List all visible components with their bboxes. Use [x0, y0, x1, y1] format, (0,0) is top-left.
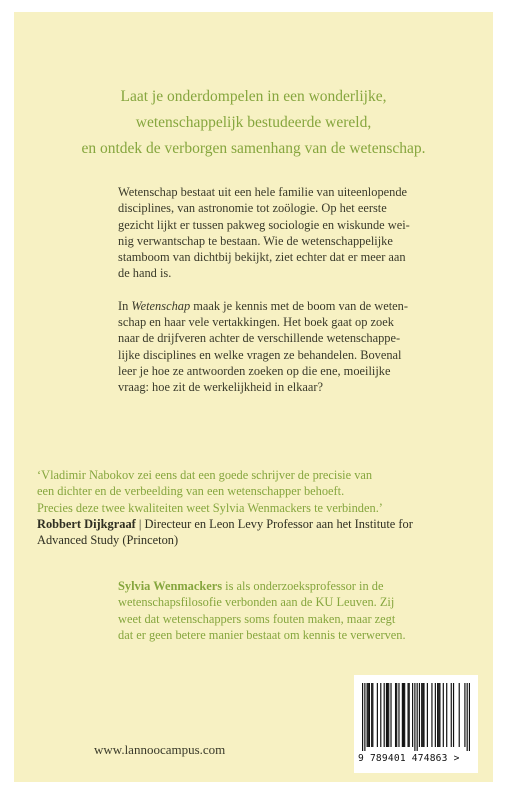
barcode-bar [369, 683, 370, 747]
description-line: lijke disciplines en welke vragen ze behandelen. Bovenal [118, 347, 402, 362]
barcode-bar [380, 683, 381, 747]
barcode-bar [395, 683, 396, 747]
description-line: naar de drijfveren achter de verschillende wetenschappe- [118, 331, 401, 346]
barcode-bar [439, 683, 440, 747]
barcode-bar [398, 683, 399, 747]
barcode-bar [377, 683, 378, 747]
barcode-bar [427, 683, 428, 747]
barcode-bar [396, 683, 397, 747]
barcode-bar [417, 683, 418, 751]
barcode-bar [422, 683, 423, 747]
description-line: vraag: hoe zit de werkelijkheid in elkaar? [118, 380, 324, 395]
author-name: Sylvia Wenmackers [118, 579, 223, 593]
barcode-bar [435, 683, 436, 747]
author-bio-line: dat er geen betere manier bestaat om kennis te verwerven. [118, 627, 406, 642]
description-line: de hand is. [118, 266, 172, 281]
description-paragraph-2 [118, 298, 418, 396]
barcode-bar [414, 683, 415, 751]
barcode-bar [372, 683, 373, 747]
barcode-bar [387, 683, 388, 747]
barcode-bars [362, 683, 470, 751]
isbn-number: 9 789401 474863 > [358, 753, 460, 764]
tagline-line: en ontdek de verborgen samenhang van de wetenschap. [81, 140, 426, 157]
barcode-bar [451, 683, 452, 747]
barcode-bar [438, 683, 439, 747]
description-line: Wetenschap bestaat uit een hele familie van uiteenlopende [118, 185, 408, 199]
barcode-bar [386, 683, 387, 747]
description-line: gezicht lijkt er tussen pakweg sociologie en wiskunde wei- [118, 217, 410, 232]
description-text: In [118, 298, 132, 313]
barcode-bar [390, 683, 391, 747]
description-line: schap en haar vele vertakkingen. Het boek gaat op zoek [118, 315, 394, 330]
description-line: leer je hoe ze antwoorden zoeken op die ene, moeilijke [118, 363, 391, 378]
quote-line: ‘Vladimir Nabokov zei eens dat een goede schrijver de precisie van [37, 468, 373, 482]
book-description [118, 184, 418, 412]
attribution-separator: | [135, 516, 145, 531]
barcode-bar [446, 683, 447, 747]
isbn-barcode [354, 675, 478, 773]
description-line: stamboom van dichtbij bekijkt, ziet echter dat er meer aan [118, 250, 406, 265]
barcode-bar [402, 683, 403, 747]
barcode-bar [367, 683, 368, 747]
barcode-bar [443, 683, 444, 747]
barcode-bar [453, 683, 454, 747]
barcode-bar [368, 683, 369, 747]
book-title-italic: Wetenschap [131, 298, 191, 313]
quote-line: Precies deze twee kwaliteiten weet Sylvia Wenmackers te verbinden.’ [37, 500, 383, 515]
barcode-bar [412, 683, 413, 747]
barcode-bar [469, 683, 470, 751]
quote-line: een dichter en de verbeelding van een wetenschapper behoeft. [37, 484, 345, 499]
attribution-name: Robbert Dijkgraaf [37, 516, 136, 531]
barcode-bar [464, 683, 465, 747]
tagline-line: Laat je onderdompelen in een wonderlijke, [120, 88, 387, 105]
description-line: nig verwantschap te bestaan. Wie de wetenschappelijke [118, 233, 393, 248]
description-paragraph-1 [118, 184, 418, 282]
barcode-bar [421, 683, 422, 747]
barcode-bar [437, 683, 438, 747]
barcode-bar [419, 683, 420, 747]
tagline [14, 84, 493, 162]
author-bio-line [118, 578, 448, 594]
barcode-bar [423, 683, 424, 747]
barcode-bar [364, 683, 365, 751]
barcode-bar [371, 683, 372, 747]
barcode-bar [467, 683, 468, 751]
author-bio-text: is als onderzoeksprofessor in de [222, 579, 384, 593]
barcode-bar [403, 683, 404, 747]
attribution-role-line-2: Advanced Study (Princeton) [37, 533, 179, 548]
attribution-role: Directeur en Leon Levy Professor aan het Institute for [144, 516, 413, 531]
description-line [118, 298, 418, 314]
author-bio-line: weet dat wetenschappers soms fouten maken, maar zegt [118, 611, 396, 626]
book-back-cover [14, 12, 493, 782]
tagline-line: wetenschappelijk bestudeerde wereld, [135, 114, 372, 131]
barcode-bar [431, 683, 432, 747]
barcode-bar [388, 683, 389, 747]
barcode-bar [459, 683, 460, 747]
barcode-bar [407, 683, 408, 747]
quote-attribution [37, 516, 477, 532]
barcode-bar [362, 683, 363, 751]
barcode-bar [404, 683, 405, 747]
author-bio-line: wetenschapsfilosofie verbonden aan de KU Leuven. Zij [118, 595, 395, 610]
description-text: maak je kennis met de boom van de weten- [190, 298, 408, 313]
author-bio [118, 578, 448, 643]
barcode-bar [409, 683, 410, 747]
publisher-website: www.lannoocampus.com [94, 742, 226, 757]
endorsement-quote [37, 467, 477, 548]
description-line: disciplines, van astronomie tot zoölogie. Op het eerste [118, 201, 387, 216]
barcode-bar [384, 683, 385, 747]
